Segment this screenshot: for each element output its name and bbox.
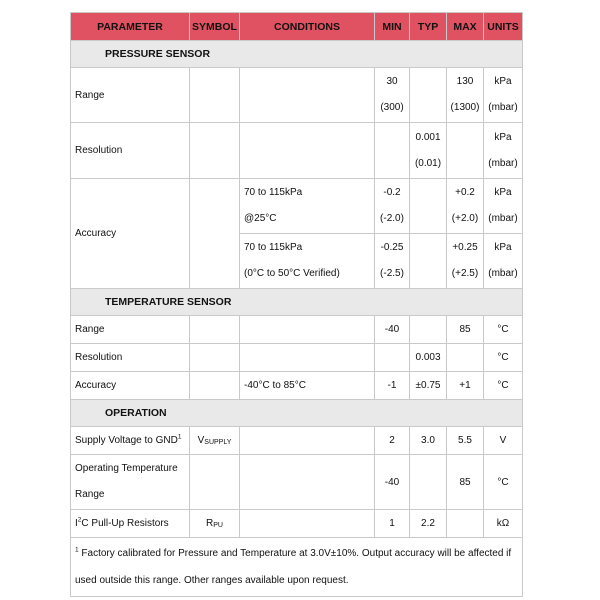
symbol-cell — [190, 123, 240, 179]
max-cell: +1 — [447, 372, 484, 400]
units-cell: °C — [484, 372, 523, 400]
max-cell: +0.25 (+2.5) — [447, 234, 484, 289]
footnote — [71, 538, 523, 597]
footnote-row — [71, 538, 523, 597]
conditions-cell — [240, 344, 375, 372]
min-cell — [375, 123, 410, 179]
min-cell: -0.2 (-2.0) — [375, 179, 410, 234]
units-cell: kΩ — [484, 510, 523, 538]
symbol-cell — [190, 455, 240, 510]
typ-cell — [410, 68, 447, 123]
conditions-cell: 70 to 115kPa @25°C — [240, 179, 375, 234]
units-cell: °C — [484, 455, 523, 510]
min-cell: 30 (300) — [375, 68, 410, 123]
symbol-cell — [190, 68, 240, 123]
min-cell: -40 — [375, 316, 410, 344]
param-cell: $I^2C$ Pull-Up Resistors — [71, 510, 190, 538]
symbol-cell: $V_{SUPPLY}$ — [190, 427, 240, 455]
specifications-table — [70, 12, 523, 597]
symbol-cell: $R_{PU}$ — [190, 510, 240, 538]
param-cell: Accuracy — [71, 372, 190, 400]
max-cell: 5.5 — [447, 427, 484, 455]
max-cell: 85 — [447, 316, 484, 344]
units-cell: kPa (mbar) — [484, 234, 523, 289]
param-cell: Accuracy — [71, 179, 190, 289]
conditions-cell — [240, 316, 375, 344]
max-cell — [447, 344, 484, 372]
typ-cell — [410, 316, 447, 344]
typ-cell: ±0.75 — [410, 372, 447, 400]
symbol-cell — [190, 179, 240, 289]
units-cell: kPa (mbar) — [484, 123, 523, 179]
header-conditions: CONDITIONS — [240, 13, 375, 41]
conditions-cell — [240, 510, 375, 538]
min-cell: -40 — [375, 455, 410, 510]
param-cell: Supply Voltage to GND$^1$ — [71, 427, 190, 455]
row-operating-temperature — [71, 455, 523, 510]
header-max: MAX — [447, 13, 484, 41]
conditions-cell — [240, 68, 375, 123]
section-title: TEMPERATURE SENSOR — [71, 289, 523, 316]
header-row — [71, 13, 523, 41]
units-cell: kPa (mbar) — [484, 179, 523, 234]
row-temperature-accuracy — [71, 372, 523, 400]
typ-cell: 0.001 (0.01) — [410, 123, 447, 179]
max-cell — [447, 510, 484, 538]
section-temperature-sensor — [71, 289, 523, 316]
units-cell: kPa (mbar) — [484, 68, 523, 123]
symbol-cell — [190, 372, 240, 400]
row-pressure-resolution — [71, 123, 523, 179]
section-title: OPERATION — [71, 400, 523, 427]
header-typ: TYP — [410, 13, 447, 41]
min-cell: -1 — [375, 372, 410, 400]
min-cell: 2 — [375, 427, 410, 455]
conditions-cell: 70 to 115kPa (0°C to 50°C Verified) — [240, 234, 375, 289]
typ-cell: 3.0 — [410, 427, 447, 455]
row-pressure-accuracy-1 — [71, 179, 523, 234]
typ-cell — [410, 455, 447, 510]
header-symbol: SYMBOL — [190, 13, 240, 41]
symbol-cell — [190, 316, 240, 344]
typ-cell: 2.2 — [410, 510, 447, 538]
conditions-cell — [240, 427, 375, 455]
header-min: MIN — [375, 13, 410, 41]
max-cell: +0.2 (+2.0) — [447, 179, 484, 234]
row-temperature-resolution — [71, 344, 523, 372]
param-cell: Range — [71, 68, 190, 123]
param-cell: Resolution — [71, 344, 190, 372]
row-temperature-range — [71, 316, 523, 344]
min-cell — [375, 344, 410, 372]
conditions-cell — [240, 123, 375, 179]
conditions-cell — [240, 455, 375, 510]
units-cell: °C — [484, 344, 523, 372]
conditions-cell: -40°C to 85°C — [240, 372, 375, 400]
units-cell: V — [484, 427, 523, 455]
units-cell: °C — [484, 316, 523, 344]
max-cell: 130 (1300) — [447, 68, 484, 123]
row-pressure-range — [71, 68, 523, 123]
typ-cell — [410, 179, 447, 234]
row-pullup-resistors — [71, 510, 523, 538]
min-cell: -0.25 (-2.5) — [375, 234, 410, 289]
symbol-cell — [190, 344, 240, 372]
row-supply-voltage — [71, 427, 523, 455]
param-cell: Operating Temperature Range — [71, 455, 190, 510]
max-cell: 85 — [447, 455, 484, 510]
typ-cell: 0.003 — [410, 344, 447, 372]
typ-cell — [410, 234, 447, 289]
max-cell — [447, 123, 484, 179]
footnote-line-2: used outside this range. Other ranges available upon request. — [75, 575, 349, 586]
section-operation — [71, 400, 523, 427]
footnote-line-1: $^1$ Factory calibrated for Pressure and Temperature at 3.0V±10%. Output accuracy will be affected if — [75, 546, 512, 559]
header-units: UNITS — [484, 13, 523, 41]
min-cell: 1 — [375, 510, 410, 538]
section-pressure-sensor — [71, 41, 523, 68]
header-parameter: PARAMETER — [71, 13, 190, 41]
section-title: PRESSURE SENSOR — [71, 41, 523, 68]
param-cell: Resolution — [71, 123, 190, 179]
param-cell: Range — [71, 316, 190, 344]
